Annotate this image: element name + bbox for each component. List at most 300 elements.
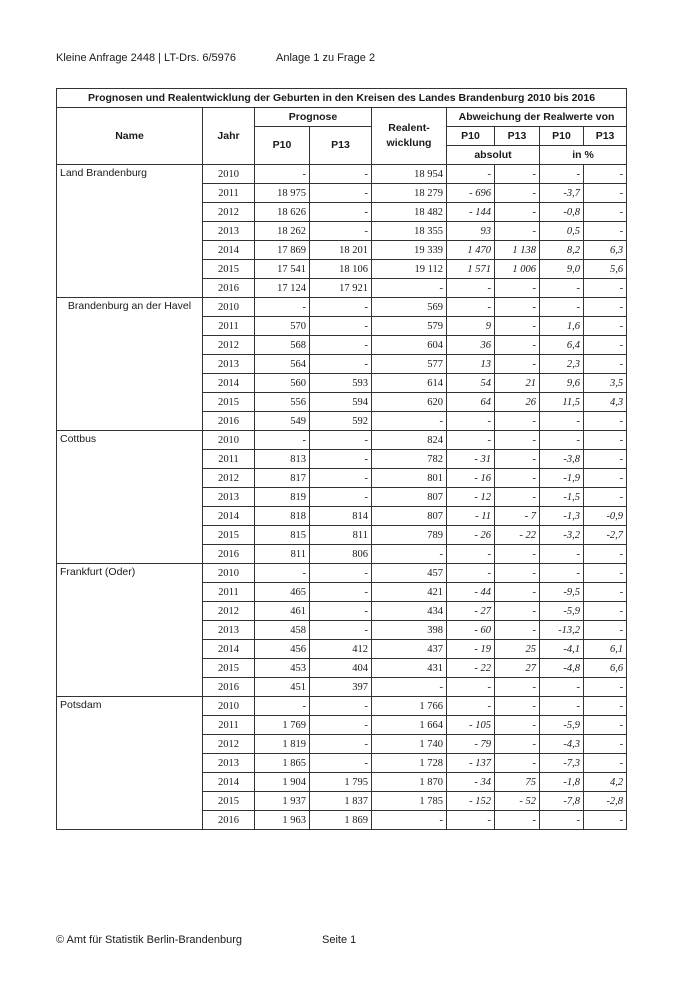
cell-year: 2014	[203, 241, 255, 260]
cell-realentwicklung: 789	[372, 526, 447, 545]
cell-prognose-p10: -	[255, 697, 310, 716]
cell-realentwicklung: 782	[372, 450, 447, 469]
cell-prognose-p13: -	[310, 583, 372, 602]
cell-abweichung-abs-p13: - 7	[495, 507, 540, 526]
cell-realentwicklung: 579	[372, 317, 447, 336]
cell-year: 2011	[203, 317, 255, 336]
cell-abweichung-pct-p13: -	[584, 317, 627, 336]
cell-prognose-p10: 811	[255, 545, 310, 564]
cell-abweichung-abs-p10: - 105	[447, 716, 495, 735]
cell-year: 2013	[203, 488, 255, 507]
cell-prognose-p10: 570	[255, 317, 310, 336]
cell-realentwicklung: 620	[372, 393, 447, 412]
cell-abweichung-abs-p13: 27	[495, 659, 540, 678]
cell-prognose-p13: -	[310, 697, 372, 716]
cell-prognose-p13: -	[310, 165, 372, 184]
cell-abweichung-pct-p13: -	[584, 697, 627, 716]
cell-prognose-p10: 819	[255, 488, 310, 507]
cell-prognose-p10: 456	[255, 640, 310, 659]
cell-abweichung-pct-p10: -	[540, 678, 584, 697]
cell-year: 2014	[203, 374, 255, 393]
cell-prognose-p13: -	[310, 336, 372, 355]
cell-prognose-p10: 1 937	[255, 792, 310, 811]
cell-abweichung-pct-p10: -7,8	[540, 792, 584, 811]
cell-abweichung-pct-p10: -	[540, 431, 584, 450]
cell-abweichung-abs-p13: -	[495, 317, 540, 336]
cell-realentwicklung: -	[372, 545, 447, 564]
cell-abweichung-abs-p10: - 16	[447, 469, 495, 488]
cell-abweichung-abs-p13: -	[495, 621, 540, 640]
cell-year: 2015	[203, 659, 255, 678]
document-header	[56, 52, 375, 64]
cell-abweichung-pct-p13: -	[584, 450, 627, 469]
cell-year: 2010	[203, 697, 255, 716]
cell-abweichung-pct-p10: -	[540, 697, 584, 716]
cell-prognose-p13: 592	[310, 412, 372, 431]
cell-abweichung-pct-p10: -	[540, 298, 584, 317]
cell-abweichung-pct-p10: -	[540, 811, 584, 830]
cell-abweichung-pct-p13: 6,3	[584, 241, 627, 260]
cell-year: 2010	[203, 165, 255, 184]
cell-abweichung-abs-p13: -	[495, 355, 540, 374]
cell-abweichung-abs-p13: -	[495, 697, 540, 716]
cell-abweichung-pct-p13: -	[584, 488, 627, 507]
cell-abweichung-abs-p10: 64	[447, 393, 495, 412]
cell-realentwicklung: 1 728	[372, 754, 447, 773]
cell-realentwicklung: -	[372, 412, 447, 431]
cell-abweichung-pct-p13: -0,9	[584, 507, 627, 526]
cell-abweichung-pct-p10: -9,5	[540, 583, 584, 602]
cell-abweichung-pct-p10: -4,3	[540, 735, 584, 754]
cell-abweichung-pct-p13: -	[584, 811, 627, 830]
district-name: Cottbus	[57, 431, 203, 564]
cell-abweichung-pct-p13: 5,6	[584, 260, 627, 279]
footer-copyright: © Amt für Statistik Berlin-Brandenburg	[56, 934, 243, 946]
cell-realentwicklung: 18 279	[372, 184, 447, 203]
cell-year: 2016	[203, 811, 255, 830]
cell-abweichung-abs-p13: -	[495, 222, 540, 241]
cell-abweichung-abs-p13: -	[495, 431, 540, 450]
cell-prognose-p13: -	[310, 754, 372, 773]
cell-prognose-p10: 1 769	[255, 716, 310, 735]
cell-abweichung-pct-p13: -	[584, 298, 627, 317]
cell-prognose-p10: 568	[255, 336, 310, 355]
cell-realentwicklung: 604	[372, 336, 447, 355]
cell-realentwicklung: 1 785	[372, 792, 447, 811]
cell-abweichung-abs-p10: - 152	[447, 792, 495, 811]
cell-abweichung-abs-p10: 93	[447, 222, 495, 241]
cell-abweichung-abs-p10: - 696	[447, 184, 495, 203]
cell-prognose-p10: 458	[255, 621, 310, 640]
cell-year: 2014	[203, 507, 255, 526]
cell-prognose-p10: 1 819	[255, 735, 310, 754]
cell-abweichung-abs-p10: - 12	[447, 488, 495, 507]
cell-abweichung-pct-p10: 6,4	[540, 336, 584, 355]
cell-abweichung-pct-p13: 6,1	[584, 640, 627, 659]
cell-prognose-p13: 17 921	[310, 279, 372, 298]
cell-abweichung-abs-p10: -	[447, 431, 495, 450]
cell-prognose-p10: 17 541	[255, 260, 310, 279]
cell-year: 2010	[203, 298, 255, 317]
cell-prognose-p13: -	[310, 222, 372, 241]
table-row	[57, 564, 627, 583]
cell-prognose-p10: 1 963	[255, 811, 310, 830]
cell-prognose-p10: 17 124	[255, 279, 310, 298]
cell-abweichung-abs-p10: - 27	[447, 602, 495, 621]
cell-realentwicklung: -	[372, 279, 447, 298]
cell-realentwicklung: -	[372, 811, 447, 830]
cell-prognose-p10: -	[255, 298, 310, 317]
cell-abweichung-pct-p13: -	[584, 184, 627, 203]
cell-year: 2013	[203, 355, 255, 374]
cell-realentwicklung: 1 766	[372, 697, 447, 716]
cell-abweichung-pct-p13: -	[584, 431, 627, 450]
cell-prognose-p10: 461	[255, 602, 310, 621]
cell-prognose-p13: -	[310, 355, 372, 374]
cell-abweichung-pct-p10: -4,1	[540, 640, 584, 659]
cell-prognose-p13: -	[310, 184, 372, 203]
cell-realentwicklung: 614	[372, 374, 447, 393]
cell-prognose-p13: 1 795	[310, 773, 372, 792]
cell-realentwicklung: 1 870	[372, 773, 447, 792]
header-realentwicklung: Realent- wicklung	[372, 108, 447, 165]
header-prognose-p13: P13	[310, 127, 372, 165]
cell-realentwicklung: 1 664	[372, 716, 447, 735]
cell-abweichung-pct-p13: -	[584, 621, 627, 640]
table-row	[57, 298, 627, 317]
cell-realentwicklung: 824	[372, 431, 447, 450]
cell-abweichung-abs-p10: - 79	[447, 735, 495, 754]
cell-year: 2010	[203, 564, 255, 583]
cell-prognose-p10: 18 262	[255, 222, 310, 241]
header-reference: Kleine Anfrage 2448 | LT-Drs. 6/5976	[56, 52, 236, 64]
cell-prognose-p10: -	[255, 431, 310, 450]
cell-prognose-p13: 1 869	[310, 811, 372, 830]
cell-abweichung-pct-p13: -	[584, 222, 627, 241]
cell-abweichung-pct-p13: -	[584, 735, 627, 754]
cell-prognose-p13: -	[310, 317, 372, 336]
cell-abweichung-abs-p10: -	[447, 165, 495, 184]
cell-prognose-p13: -	[310, 564, 372, 583]
cell-abweichung-pct-p10: -3,8	[540, 450, 584, 469]
cell-abweichung-pct-p13: -	[584, 279, 627, 298]
cell-abweichung-abs-p13: -	[495, 602, 540, 621]
cell-abweichung-abs-p13: -	[495, 564, 540, 583]
cell-abweichung-pct-p10: -1,8	[540, 773, 584, 792]
cell-prognose-p13: -	[310, 450, 372, 469]
cell-abweichung-abs-p10: - 44	[447, 583, 495, 602]
cell-abweichung-abs-p10: -	[447, 678, 495, 697]
cell-prognose-p13: 397	[310, 678, 372, 697]
cell-year: 2013	[203, 222, 255, 241]
cell-prognose-p10: 18 626	[255, 203, 310, 222]
cell-abweichung-abs-p13: 25	[495, 640, 540, 659]
cell-abweichung-abs-p13: 75	[495, 773, 540, 792]
cell-abweichung-abs-p10: - 60	[447, 621, 495, 640]
cell-prognose-p13: 1 837	[310, 792, 372, 811]
cell-prognose-p10: 813	[255, 450, 310, 469]
cell-year: 2016	[203, 545, 255, 564]
cell-abweichung-pct-p10: 9,0	[540, 260, 584, 279]
cell-abweichung-abs-p10: 13	[447, 355, 495, 374]
cell-abweichung-pct-p13: -	[584, 165, 627, 184]
cell-realentwicklung: 431	[372, 659, 447, 678]
cell-year: 2016	[203, 412, 255, 431]
cell-abweichung-abs-p13: 26	[495, 393, 540, 412]
cell-abweichung-abs-p13: -	[495, 678, 540, 697]
cell-abweichung-abs-p10: -	[447, 811, 495, 830]
cell-abweichung-pct-p10: -0,8	[540, 203, 584, 222]
cell-prognose-p13: 814	[310, 507, 372, 526]
cell-year: 2015	[203, 792, 255, 811]
cell-abweichung-abs-p13: -	[495, 811, 540, 830]
cell-abweichung-pct-p13: 4,3	[584, 393, 627, 412]
cell-abweichung-abs-p13: -	[495, 165, 540, 184]
cell-year: 2012	[203, 469, 255, 488]
header-prognose-p10: P10	[255, 127, 310, 165]
cell-abweichung-abs-p10: -	[447, 412, 495, 431]
cell-prognose-p13: -	[310, 298, 372, 317]
cell-prognose-p10: 451	[255, 678, 310, 697]
cell-year: 2011	[203, 184, 255, 203]
cell-abweichung-abs-p10: - 22	[447, 659, 495, 678]
cell-abweichung-pct-p10: -	[540, 545, 584, 564]
cell-prognose-p10: 1 904	[255, 773, 310, 792]
header-abweichung: Abweichung der Realwerte von	[447, 108, 627, 127]
cell-year: 2014	[203, 640, 255, 659]
cell-abweichung-abs-p13: -	[495, 583, 540, 602]
cell-prognose-p13: -	[310, 621, 372, 640]
cell-prognose-p10: 556	[255, 393, 310, 412]
cell-realentwicklung: 434	[372, 602, 447, 621]
district-name: Frankfurt (Oder)	[57, 564, 203, 697]
cell-abweichung-abs-p13: 1 138	[495, 241, 540, 260]
cell-prognose-p10: 818	[255, 507, 310, 526]
cell-abweichung-pct-p10: -4,8	[540, 659, 584, 678]
cell-abweichung-abs-p13: -	[495, 279, 540, 298]
cell-abweichung-pct-p10: -5,9	[540, 602, 584, 621]
cell-prognose-p10: 465	[255, 583, 310, 602]
cell-realentwicklung: 577	[372, 355, 447, 374]
header-absolut: absolut	[447, 146, 540, 165]
cell-abweichung-abs-p13: -	[495, 184, 540, 203]
district-name: Brandenburg an der Havel	[57, 298, 203, 431]
cell-abweichung-abs-p10: - 26	[447, 526, 495, 545]
cell-abweichung-pct-p13: -2,7	[584, 526, 627, 545]
cell-year: 2012	[203, 602, 255, 621]
cell-year: 2012	[203, 735, 255, 754]
header-abs-p10: P10	[447, 127, 495, 146]
cell-prognose-p10: 17 869	[255, 241, 310, 260]
cell-abweichung-pct-p10: -1,5	[540, 488, 584, 507]
cell-year: 2015	[203, 526, 255, 545]
cell-abweichung-abs-p10: -	[447, 545, 495, 564]
cell-year: 2011	[203, 583, 255, 602]
cell-abweichung-abs-p13: -	[495, 203, 540, 222]
cell-abweichung-pct-p13: -	[584, 203, 627, 222]
cell-prognose-p13: 18 201	[310, 241, 372, 260]
cell-abweichung-pct-p13: -2,8	[584, 792, 627, 811]
cell-prognose-p13: -	[310, 469, 372, 488]
cell-abweichung-abs-p10: -	[447, 298, 495, 317]
cell-abweichung-abs-p10: 36	[447, 336, 495, 355]
cell-abweichung-pct-p10: -3,7	[540, 184, 584, 203]
cell-prognose-p10: 453	[255, 659, 310, 678]
header-jahr: Jahr	[203, 108, 255, 165]
cell-abweichung-pct-p10: -	[540, 279, 584, 298]
cell-abweichung-pct-p13: -	[584, 564, 627, 583]
cell-realentwicklung: 457	[372, 564, 447, 583]
cell-abweichung-pct-p13: 4,2	[584, 773, 627, 792]
cell-prognose-p13: -	[310, 602, 372, 621]
cell-realentwicklung: 398	[372, 621, 447, 640]
cell-abweichung-abs-p13: - 52	[495, 792, 540, 811]
births-table	[56, 88, 627, 830]
cell-year: 2013	[203, 621, 255, 640]
cell-prognose-p10: 817	[255, 469, 310, 488]
cell-abweichung-pct-p10: 0,5	[540, 222, 584, 241]
cell-realentwicklung: 18 954	[372, 165, 447, 184]
cell-abweichung-abs-p13: -	[495, 488, 540, 507]
cell-abweichung-pct-p10: -13,2	[540, 621, 584, 640]
cell-abweichung-abs-p10: 1 571	[447, 260, 495, 279]
cell-abweichung-pct-p13: -	[584, 412, 627, 431]
cell-year: 2011	[203, 450, 255, 469]
header-annex: Anlage 1 zu Frage 2	[276, 52, 376, 64]
cell-prognose-p13: -	[310, 203, 372, 222]
cell-realentwicklung: 19 339	[372, 241, 447, 260]
cell-prognose-p13: 18 106	[310, 260, 372, 279]
district-name: Land Brandenburg	[57, 165, 203, 298]
cell-abweichung-pct-p10: -	[540, 412, 584, 431]
cell-abweichung-pct-p13: -	[584, 545, 627, 564]
cell-prognose-p10: -	[255, 165, 310, 184]
cell-realentwicklung: 18 355	[372, 222, 447, 241]
cell-prognose-p13: 594	[310, 393, 372, 412]
cell-year: 2015	[203, 393, 255, 412]
cell-abweichung-abs-p13: -	[495, 412, 540, 431]
cell-abweichung-abs-p10: - 144	[447, 203, 495, 222]
cell-prognose-p13: 412	[310, 640, 372, 659]
table-body	[57, 165, 627, 830]
cell-prognose-p13: -	[310, 735, 372, 754]
header-in-percent: in %	[540, 146, 627, 165]
cell-prognose-p13: 811	[310, 526, 372, 545]
header-name: Name	[57, 108, 203, 165]
cell-prognose-p13: -	[310, 488, 372, 507]
cell-abweichung-abs-p10: 1 470	[447, 241, 495, 260]
cell-prognose-p10: 564	[255, 355, 310, 374]
cell-abweichung-abs-p10: -	[447, 279, 495, 298]
header-pct-p13: P13	[584, 127, 627, 146]
cell-prognose-p10: 1 865	[255, 754, 310, 773]
cell-abweichung-abs-p13: -	[495, 469, 540, 488]
cell-abweichung-pct-p13: 3,5	[584, 374, 627, 393]
cell-abweichung-pct-p10: 11,5	[540, 393, 584, 412]
cell-realentwicklung: 18 482	[372, 203, 447, 222]
cell-abweichung-abs-p13: 1 006	[495, 260, 540, 279]
cell-abweichung-pct-p10: -1,9	[540, 469, 584, 488]
cell-abweichung-abs-p10: - 11	[447, 507, 495, 526]
cell-prognose-p13: 404	[310, 659, 372, 678]
header-abs-p13: P13	[495, 127, 540, 146]
cell-abweichung-abs-p10: - 31	[447, 450, 495, 469]
cell-realentwicklung: -	[372, 678, 447, 697]
cell-realentwicklung: 1 740	[372, 735, 447, 754]
cell-abweichung-abs-p13: -	[495, 450, 540, 469]
cell-abweichung-pct-p13: -	[584, 602, 627, 621]
cell-abweichung-abs-p10: - 137	[447, 754, 495, 773]
header-pct-p10: P10	[540, 127, 584, 146]
cell-year: 2013	[203, 754, 255, 773]
cell-abweichung-pct-p13: -	[584, 583, 627, 602]
cell-realentwicklung: 569	[372, 298, 447, 317]
cell-abweichung-abs-p13: -	[495, 754, 540, 773]
cell-abweichung-pct-p10: -1,3	[540, 507, 584, 526]
footer-page-number: Seite 1	[322, 934, 357, 946]
cell-abweichung-abs-p10: 54	[447, 374, 495, 393]
cell-abweichung-abs-p10: 9	[447, 317, 495, 336]
cell-abweichung-pct-p13: -	[584, 678, 627, 697]
cell-realentwicklung: 19 112	[372, 260, 447, 279]
cell-realentwicklung: 421	[372, 583, 447, 602]
cell-prognose-p13: -	[310, 431, 372, 450]
cell-year: 2016	[203, 678, 255, 697]
cell-abweichung-pct-p13: 6,6	[584, 659, 627, 678]
cell-abweichung-pct-p10: -5,9	[540, 716, 584, 735]
cell-prognose-p10: 815	[255, 526, 310, 545]
cell-realentwicklung: 807	[372, 507, 447, 526]
cell-abweichung-pct-p10: -	[540, 564, 584, 583]
cell-year: 2012	[203, 203, 255, 222]
cell-prognose-p10: 560	[255, 374, 310, 393]
cell-prognose-p13: 806	[310, 545, 372, 564]
cell-abweichung-abs-p13: -	[495, 298, 540, 317]
table-row	[57, 165, 627, 184]
cell-prognose-p13: -	[310, 716, 372, 735]
cell-abweichung-pct-p10: 2,3	[540, 355, 584, 374]
table-title: Prognosen und Realentwicklung der Geburten in den Kreisen des Landes Brandenburg 2010 bis 2016	[57, 89, 627, 108]
cell-abweichung-abs-p10: - 34	[447, 773, 495, 792]
cell-abweichung-abs-p13: -	[495, 716, 540, 735]
cell-prognose-p10: -	[255, 564, 310, 583]
cell-year: 2011	[203, 716, 255, 735]
cell-abweichung-pct-p13: -	[584, 754, 627, 773]
cell-abweichung-abs-p10: -	[447, 564, 495, 583]
cell-abweichung-abs-p13: 21	[495, 374, 540, 393]
cell-abweichung-pct-p13: -	[584, 355, 627, 374]
cell-abweichung-abs-p10: - 19	[447, 640, 495, 659]
cell-abweichung-pct-p10: -	[540, 165, 584, 184]
table-row	[57, 431, 627, 450]
cell-abweichung-pct-p13: -	[584, 716, 627, 735]
cell-abweichung-pct-p10: 8,2	[540, 241, 584, 260]
cell-abweichung-pct-p13: -	[584, 336, 627, 355]
cell-abweichung-abs-p13: -	[495, 336, 540, 355]
cell-year: 2012	[203, 336, 255, 355]
cell-year: 2010	[203, 431, 255, 450]
cell-abweichung-abs-p13: -	[495, 735, 540, 754]
cell-year: 2015	[203, 260, 255, 279]
table-row	[57, 697, 627, 716]
header-prognose: Prognose	[255, 108, 372, 127]
cell-prognose-p10: 549	[255, 412, 310, 431]
cell-realentwicklung: 801	[372, 469, 447, 488]
cell-abweichung-pct-p10: 9,6	[540, 374, 584, 393]
document-footer	[56, 934, 356, 946]
cell-abweichung-abs-p10: -	[447, 697, 495, 716]
cell-abweichung-abs-p13: - 22	[495, 526, 540, 545]
